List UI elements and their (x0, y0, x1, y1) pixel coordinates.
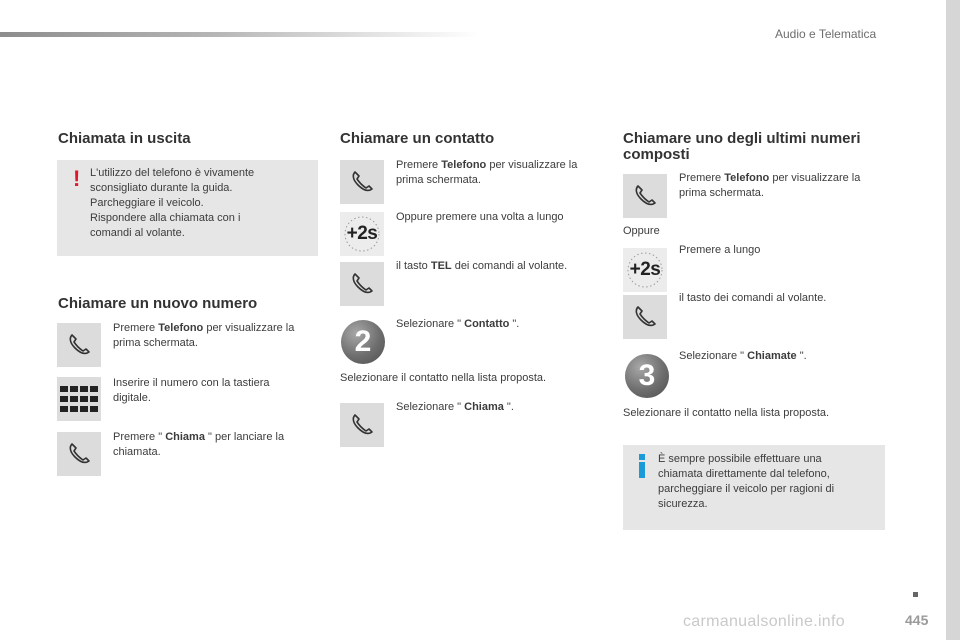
warning-icon: ! (73, 166, 81, 191)
page-marker (913, 592, 918, 597)
section-title-new-number: Chiamare un nuovo numero (58, 295, 258, 312)
contact-step-phone-text: Premere Telefono per visualizzare la prima schermata. (396, 159, 578, 186)
steering-phone-button[interactable] (623, 295, 667, 339)
phone-icon (632, 183, 658, 209)
long-press-badge (340, 212, 384, 256)
watermark: carmanualsonline.info (683, 613, 845, 630)
section-title-call-contact: Chiamare un contatto (340, 130, 495, 147)
contact-step-call-text: Selezionare " Chiama ". (396, 401, 514, 413)
phone-icon (349, 271, 375, 297)
step-number-badge: 2 (341, 320, 385, 364)
step-number-badge: 3 (625, 354, 669, 398)
recent-step-longpress-text: Premere a lungo (679, 244, 761, 256)
keypad-icon (60, 386, 98, 412)
step-keypad-text: Inserire il numero con la tastiera digitale. (113, 377, 270, 404)
section-title-outgoing-call: Chiamata in uscita (58, 130, 191, 147)
phone-icon (632, 304, 658, 330)
section-title-recent-numbers: Chiamare uno degli ultimi numeri composti (623, 130, 861, 163)
step-phone-text: Premere Telefono per visualizzare la prima schermata. (113, 322, 295, 349)
long-press-label: +2s (629, 259, 661, 280)
long-press-label: +2s (346, 223, 378, 244)
call-button[interactable] (57, 432, 101, 476)
recent-step-list-text: Selezionare il contatto nella lista proposta. (623, 407, 830, 419)
phone-icon (66, 332, 92, 358)
phone-button[interactable] (340, 160, 384, 204)
phone-icon (349, 412, 375, 438)
keypad-button[interactable] (57, 377, 101, 421)
phone-icon (349, 169, 375, 195)
recent-step-phone-text: Premere Telefono per visualizzare la prima schermata. (679, 172, 861, 199)
long-press-badge (623, 248, 667, 292)
page-number: 445 (905, 612, 929, 628)
phone-icon (66, 441, 92, 467)
phone-button[interactable] (57, 323, 101, 367)
step-call-text: Premere " Chiama " per lanciare la chiamata. (113, 431, 285, 458)
phone-button[interactable] (623, 174, 667, 218)
contact-step-select-text: Selezionare " Contatto ". (396, 318, 520, 330)
header-rule (0, 32, 480, 37)
contact-step-longpress-text: Oppure premere una volta a lungo (396, 211, 564, 223)
oppure-label: Oppure (623, 225, 660, 237)
call-button[interactable] (340, 403, 384, 447)
warning-text: L'utilizzo del telefono è vivamente sconsigliato durante la guida. Parcheggiare il veicolo. Rispondere alla chiamata con i comandi al volante. (90, 167, 255, 239)
recent-step-select-text: Selezionare " Chiamate ". (679, 350, 807, 362)
tel-button[interactable] (340, 262, 384, 306)
contact-step-list-text: Selezionare il contatto nella lista proposta. (340, 372, 547, 384)
chapter-title: Audio e Telematica (775, 27, 877, 41)
page-edge-bar (946, 0, 960, 640)
info-icon (639, 454, 645, 478)
recent-step-steering-text: il tasto dei comandi al volante. (679, 292, 827, 304)
warning-box (57, 160, 318, 256)
contact-step-tel-text: il tasto TEL dei comandi al volante. (396, 260, 568, 272)
info-text: È sempre possibile effettuare una chiamata direttamente dal telefono, parcheggiare il veicolo per ragioni di sicurezza. (658, 453, 835, 510)
info-box (623, 445, 885, 530)
